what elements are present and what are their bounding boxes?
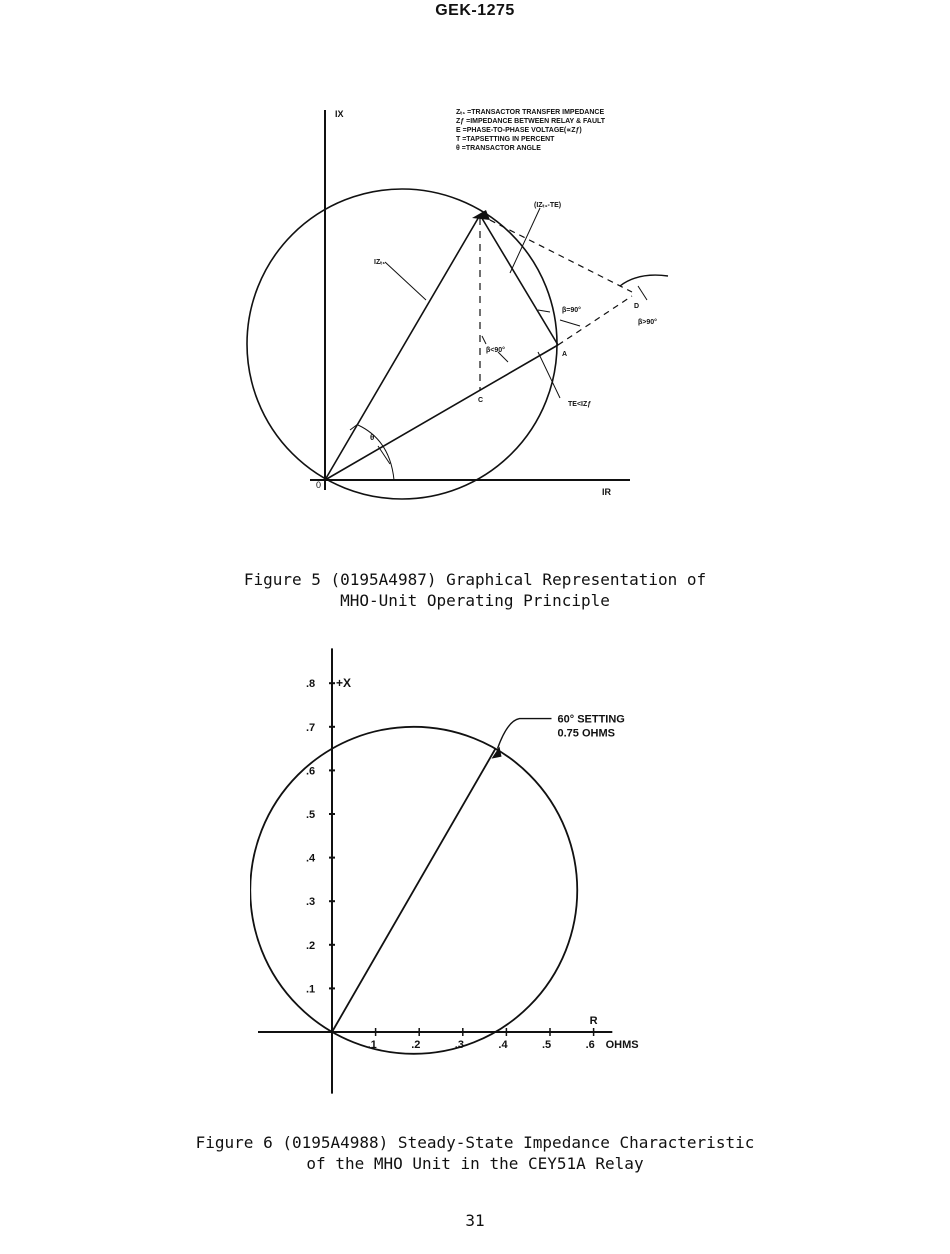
figure-5-caption-line1: Figure 5 (0195A4987) Graphical Representation of bbox=[243, 570, 707, 589]
figure-5-caption bbox=[0, 569, 950, 611]
legend-line: Zƒ =IMPEDANCE BETWEEN RELAY & FAULT bbox=[456, 118, 606, 125]
figure-6-impedance-chart bbox=[250, 638, 670, 1108]
point-c-label: C bbox=[478, 397, 484, 404]
x-tick-label: .4 bbox=[498, 1039, 508, 1051]
leader-beta-eq-2 bbox=[560, 320, 580, 326]
te-vector bbox=[325, 345, 558, 480]
legend-line: T =TAPSETTING IN PERCENT bbox=[456, 136, 555, 143]
dashed-line-a-to-d bbox=[558, 296, 632, 345]
legend-line: θ =TRANSACTOR ANGLE bbox=[456, 145, 541, 152]
origin-label: 0 bbox=[316, 480, 322, 490]
x-tick-label: .1 bbox=[367, 1039, 377, 1051]
x-tick-label: .3 bbox=[454, 1039, 464, 1051]
label-beta-lt-90: β<90° bbox=[486, 347, 505, 354]
label-beta-gt-90: β>90° bbox=[638, 319, 657, 326]
label-te-lt-izf: TE<IZƒ bbox=[568, 401, 592, 408]
x-unit-label: OHMS bbox=[605, 1039, 639, 1051]
figure-5-legend bbox=[456, 109, 606, 152]
leader-iztl-te bbox=[510, 208, 540, 273]
ir-axis-label: IR bbox=[602, 487, 611, 497]
point-d-label: D bbox=[634, 303, 640, 310]
y-tick-label: .8 bbox=[306, 678, 316, 691]
leader-beta-gt bbox=[638, 286, 647, 300]
figure-5-caption-line2: MHO-Unit Operating Principle bbox=[340, 591, 610, 610]
sixty-degree-diameter-line bbox=[332, 749, 496, 1032]
figure-6-caption bbox=[0, 1132, 950, 1174]
label-iztl-minus-te: (IZₜ₁-TE) bbox=[534, 202, 562, 209]
annotation-setting: 60° SETTING bbox=[557, 713, 625, 726]
y-tick-label: .4 bbox=[306, 852, 316, 865]
x-tick-label: .2 bbox=[411, 1039, 421, 1051]
y-tick-label: .2 bbox=[306, 939, 316, 952]
y-tick-label: .7 bbox=[306, 721, 316, 734]
ix-axis-label: IX bbox=[335, 109, 344, 119]
label-theta: θ bbox=[370, 433, 375, 442]
y-axis-label: +X bbox=[336, 676, 352, 691]
legend-line: E =PHASE-TO-PHASE VOLTAGE(∝Zƒ) bbox=[456, 127, 582, 134]
iztl-vector bbox=[325, 215, 480, 480]
figure-6-svg bbox=[250, 638, 670, 1108]
y-tick-label: .3 bbox=[306, 896, 316, 909]
annotation-ohms: 0.75 OHMS bbox=[557, 727, 615, 740]
figure-5-svg bbox=[240, 90, 680, 520]
y-tick-label: .5 bbox=[306, 809, 316, 821]
leader-iztl bbox=[385, 262, 426, 300]
y-tick-label: .6 bbox=[306, 765, 316, 778]
figure-5-mho-principle-diagram bbox=[240, 90, 940, 520]
page-number: 31 bbox=[465, 1211, 485, 1230]
legend-line: Zₜ₁ =TRANSACTOR TRANSFER IMPEDANCE bbox=[456, 109, 605, 116]
leader-beta-eq bbox=[538, 310, 550, 312]
mho-circle bbox=[247, 189, 557, 499]
point-a-label: A bbox=[562, 351, 568, 358]
figure-6-caption-line2: of the MHO Unit in the CEY51A Relay bbox=[306, 1154, 644, 1173]
theta-arc bbox=[358, 425, 394, 480]
label-beta-eq-90: β=90° bbox=[562, 307, 581, 314]
document-id-header: GEK-1275 bbox=[435, 2, 515, 19]
x-tick-label: .5 bbox=[542, 1039, 552, 1051]
x-tick-label: .6 bbox=[585, 1039, 595, 1051]
leader-beta-lt bbox=[482, 336, 486, 344]
y-tick-label: .1 bbox=[306, 983, 316, 996]
annotation-leader bbox=[498, 719, 552, 749]
d-angle-arc bbox=[620, 275, 668, 286]
iztl-minus-te-vector bbox=[480, 215, 558, 345]
label-iztl: IZₜ₁ bbox=[374, 259, 386, 266]
x-axis-label: R bbox=[589, 1015, 598, 1027]
figure-6-caption-line1: Figure 6 (0195A4988) Steady-State Impedance Characteristic bbox=[195, 1133, 755, 1152]
